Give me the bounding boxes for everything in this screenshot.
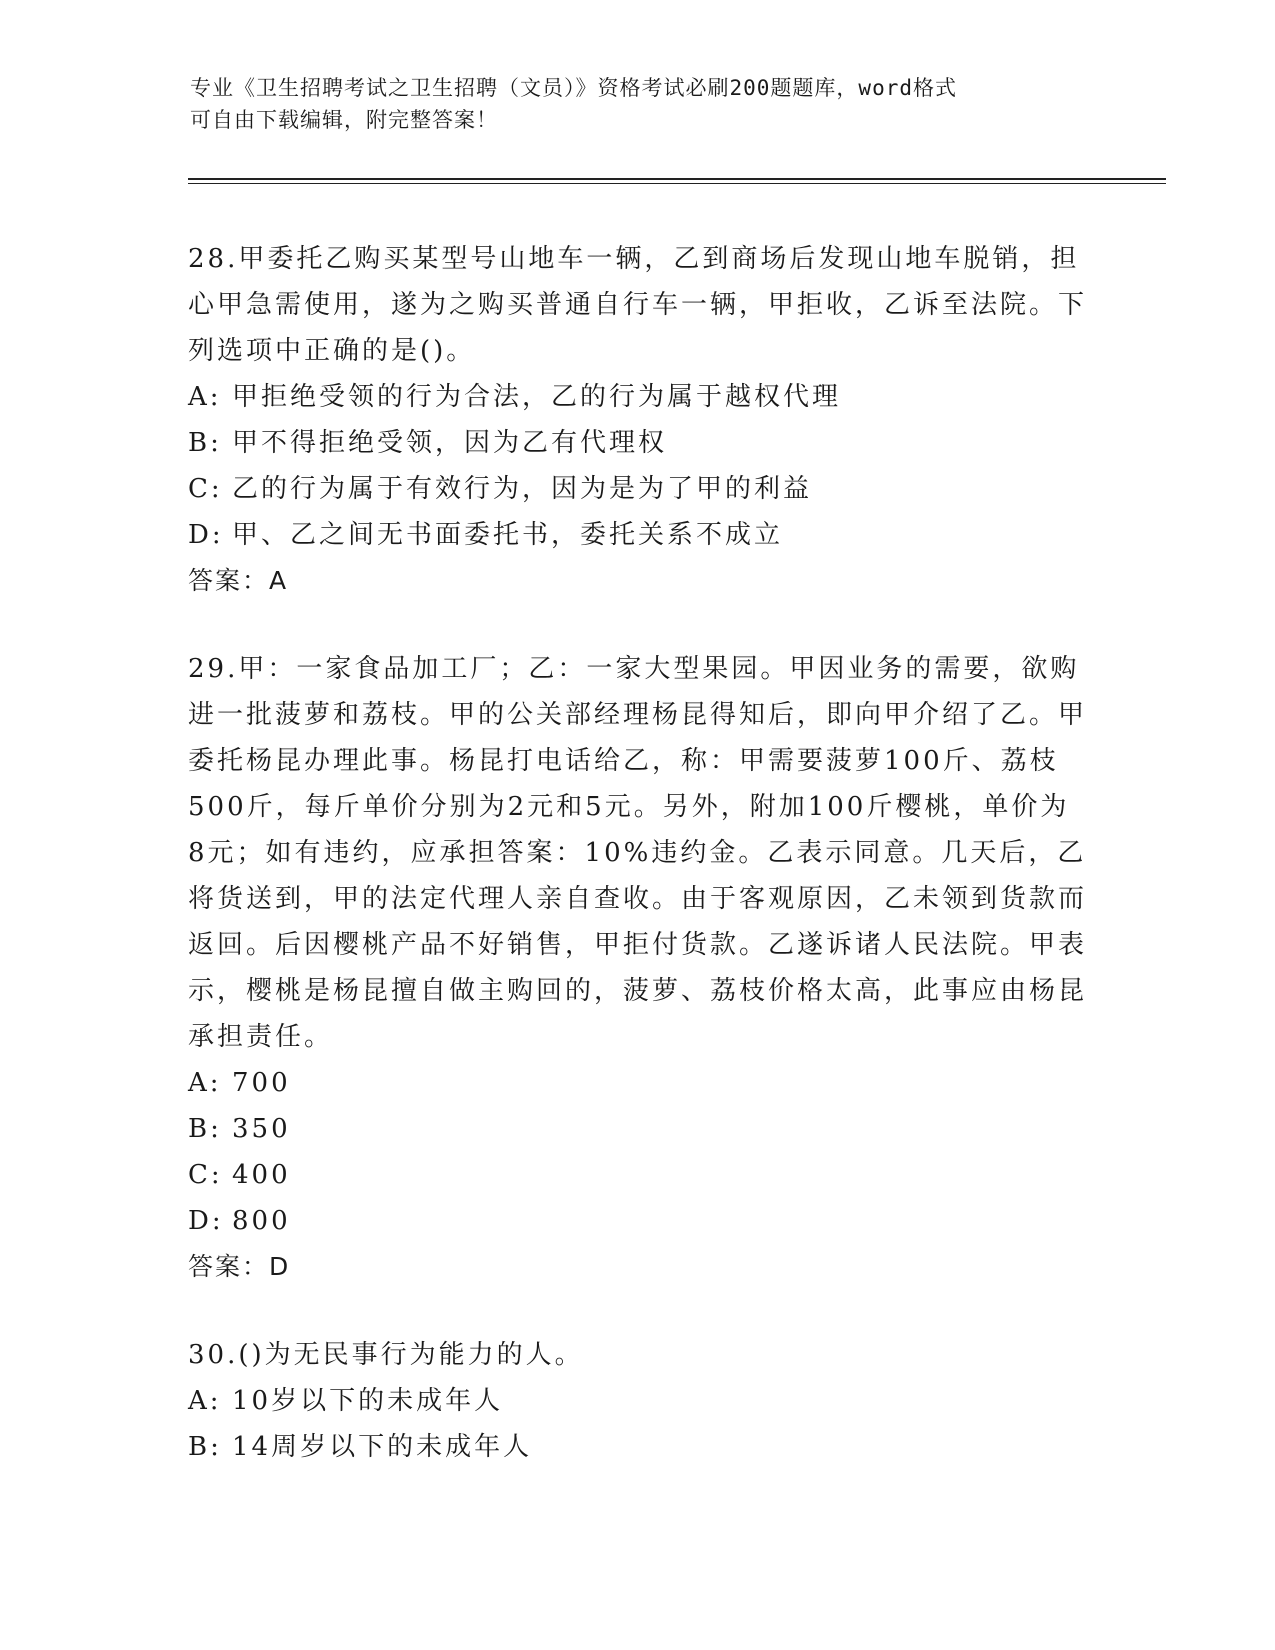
option-text: 700 bbox=[232, 1068, 291, 1098]
option-c bbox=[188, 466, 1088, 512]
answer-line: 答案：A bbox=[188, 566, 289, 595]
option-letter: C: bbox=[188, 474, 223, 504]
option-letter: B: bbox=[188, 1432, 222, 1462]
header-line-2: 可自由下载编辑，附完整答案！ bbox=[190, 108, 498, 132]
option-b bbox=[188, 1106, 1088, 1152]
option-text: 乙的行为属于有效行为，因为是为了甲的利益 bbox=[232, 474, 813, 504]
question-29 bbox=[188, 646, 1088, 1290]
option-d bbox=[188, 512, 1088, 558]
option-a bbox=[188, 374, 1088, 420]
option-letter: A: bbox=[188, 1068, 222, 1098]
option-text: 甲、乙之间无书面委托书，委托关系不成立 bbox=[232, 520, 784, 550]
question-28 bbox=[188, 236, 1088, 604]
option-b bbox=[188, 1424, 1088, 1470]
document-header bbox=[190, 72, 1070, 136]
option-letter: D: bbox=[188, 520, 224, 550]
option-text: 14周岁以下的未成年人 bbox=[232, 1432, 533, 1462]
option-text: 10岁以下的未成年人 bbox=[232, 1386, 504, 1416]
option-b bbox=[188, 420, 1088, 466]
question-text: 29.甲：一家食品加工厂；乙：一家大型果园。甲因业务的需要，欲购进一批菠萝和荔枝。甲的公关部经理杨昆得知后，即向甲介绍了乙。甲委托杨昆办理此事。杨昆打电话给乙，称：甲需要菠萝100斤、荔枝500斤，每斤单价分别为2元和5元。另外，附加100斤樱桃，单价为8元；如有违约，应承担答案：10%违约金。乙表示同意。几天后，乙将货送到，甲的法定代理人亲自查收。由于客观原因，乙未领到货款而返回。后因樱桃产品不好销售，甲拒付货款。乙遂诉诸人民法院。甲表示，樱桃是杨昆擅自做主购回的，菠萝、荔枝价格太高，此事应由杨昆承担责任。 bbox=[188, 654, 1088, 1052]
option-text: 甲不得拒绝受领，因为乙有代理权 bbox=[232, 428, 668, 458]
option-text: 400 bbox=[232, 1160, 291, 1190]
option-text: 800 bbox=[232, 1206, 291, 1236]
option-text: 甲拒绝受领的行为合法，乙的行为属于越权代理 bbox=[232, 382, 842, 412]
option-d bbox=[188, 1198, 1088, 1244]
option-letter: C: bbox=[188, 1160, 223, 1190]
question-30 bbox=[188, 1332, 1088, 1470]
option-letter: D: bbox=[188, 1206, 224, 1236]
option-a bbox=[188, 1378, 1088, 1424]
question-text: 28.甲委托乙购买某型号山地车一辆，乙到商场后发现山地车脱销，担心甲急需使用，遂为之购买普通自行车一辆，甲拒收，乙诉至法院。下列选项中正确的是()。 bbox=[188, 244, 1088, 366]
option-text: 350 bbox=[232, 1114, 291, 1144]
header-line-1: 专业《卫生招聘考试之卫生招聘（文员）》资格考试必刷200题题库，word格式 bbox=[190, 76, 957, 100]
option-letter: A: bbox=[188, 1386, 222, 1416]
answer-line: 答案：D bbox=[188, 1252, 291, 1281]
question-text: 30.()为无民事行为能力的人。 bbox=[188, 1340, 584, 1370]
question-list bbox=[188, 236, 1088, 1512]
option-letter: B: bbox=[188, 428, 222, 458]
option-c bbox=[188, 1152, 1088, 1198]
option-a bbox=[188, 1060, 1088, 1106]
option-letter: A: bbox=[188, 382, 222, 412]
header-divider bbox=[188, 178, 1166, 184]
option-letter: B: bbox=[188, 1114, 222, 1144]
